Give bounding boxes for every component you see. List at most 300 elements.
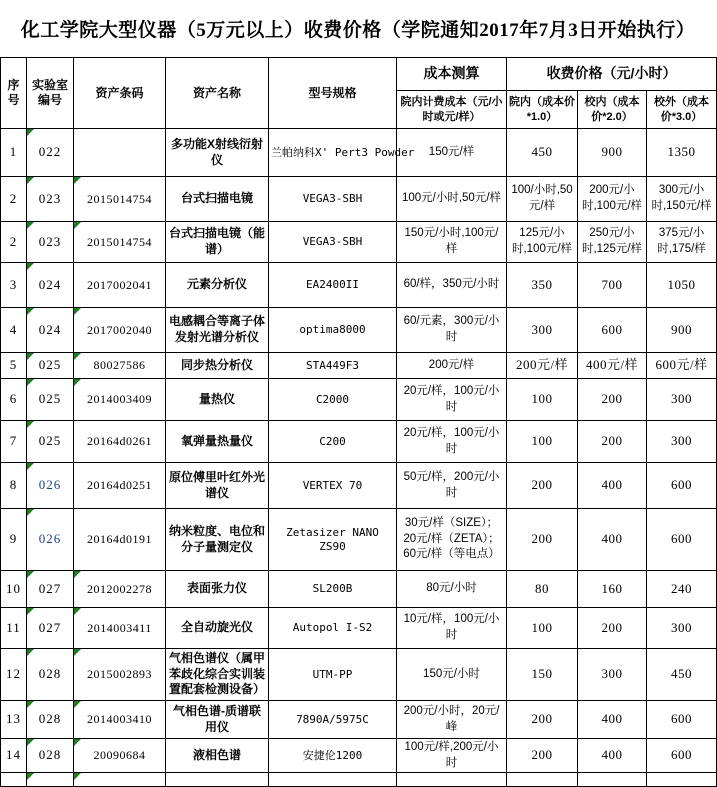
cell-text: 20164d0251 bbox=[87, 478, 152, 492]
cell-barcode[interactable] bbox=[74, 177, 166, 222]
cell-no[interactable] bbox=[1, 222, 27, 263]
cell-p2[interactable] bbox=[578, 421, 647, 463]
cell-text: 2 bbox=[9, 233, 18, 249]
cell-p2[interactable] bbox=[578, 177, 647, 222]
cell-lab[interactable] bbox=[27, 463, 74, 509]
cell-text: 100 bbox=[531, 619, 553, 635]
cell-no[interactable] bbox=[1, 608, 27, 649]
cell-p1[interactable] bbox=[507, 177, 578, 222]
cell-model[interactable] bbox=[269, 222, 397, 263]
cell-lab[interactable] bbox=[27, 263, 74, 308]
cell-text: 元素分析仪 bbox=[186, 277, 247, 292]
green-triangle-indicator bbox=[74, 608, 81, 615]
cell-text: 400 bbox=[601, 477, 623, 493]
cell-text: 3 bbox=[9, 276, 18, 292]
cell-text: 024 bbox=[38, 276, 62, 292]
cell-model[interactable] bbox=[269, 773, 397, 787]
cell-cost[interactable] bbox=[397, 608, 507, 649]
cell-barcode[interactable] bbox=[74, 773, 166, 787]
cell-text: 4 bbox=[9, 321, 18, 337]
cell-name[interactable] bbox=[166, 463, 269, 509]
cell-text: 023 bbox=[38, 233, 62, 249]
cell-p2[interactable] bbox=[578, 773, 647, 787]
cell-cost[interactable] bbox=[397, 308, 507, 353]
cell-text: 028 bbox=[38, 711, 62, 727]
page-title: 化工学院大型仪器（5万元以上）收费价格（学院通知2017年7月3日开始执行） bbox=[20, 20, 696, 41]
cell-text: 1050 bbox=[667, 276, 696, 292]
table-row bbox=[1, 509, 717, 571]
cell-p3[interactable] bbox=[647, 263, 717, 308]
green-triangle-indicator bbox=[27, 421, 34, 428]
cell-model[interactable] bbox=[269, 608, 397, 649]
cell-no[interactable] bbox=[1, 571, 27, 608]
cell-text: STA449F3 bbox=[306, 358, 359, 372]
cell-model[interactable] bbox=[269, 177, 397, 222]
cell-text: 2014003411 bbox=[87, 620, 152, 635]
cell-text: 600元/样 bbox=[655, 357, 708, 373]
cell-p1[interactable] bbox=[507, 308, 578, 353]
cell-no[interactable] bbox=[1, 421, 27, 463]
cell-text: 300 bbox=[671, 391, 693, 407]
cell-p3[interactable] bbox=[647, 129, 717, 177]
green-triangle-indicator bbox=[27, 263, 34, 270]
cell-no[interactable] bbox=[1, 773, 27, 787]
cell-name[interactable] bbox=[166, 353, 269, 379]
cell-text: 100 bbox=[531, 391, 553, 407]
cell-cost[interactable] bbox=[397, 421, 507, 463]
green-triangle-indicator bbox=[27, 608, 34, 615]
cell-text: 量热仪 bbox=[198, 391, 235, 406]
cell-text: 300 bbox=[601, 666, 623, 682]
header-price-off-campus[interactable]: 校外（成本价*3.0） bbox=[647, 91, 717, 129]
cell-text: 气相色谱仪（属甲苯歧化综合实训装置配套检测设备） bbox=[168, 651, 265, 697]
green-triangle-indicator bbox=[27, 129, 34, 136]
cell-text: 全自动旋光仪 bbox=[180, 620, 253, 635]
cell-text: 7890A/5975C bbox=[296, 712, 369, 726]
green-triangle-indicator bbox=[27, 649, 34, 656]
cell-p3[interactable] bbox=[647, 353, 717, 379]
cell-text: VEGA3-SBH bbox=[302, 235, 363, 249]
cell-model[interactable] bbox=[269, 353, 397, 379]
cell-p1[interactable] bbox=[507, 222, 578, 263]
cell-cost[interactable] bbox=[397, 739, 507, 773]
cell-model[interactable] bbox=[269, 739, 397, 773]
cell-p3[interactable] bbox=[647, 509, 717, 571]
cell-p3[interactable] bbox=[647, 571, 717, 608]
cell-p3[interactable] bbox=[647, 177, 717, 222]
cell-text: 80元/小时 bbox=[426, 582, 477, 595]
cell-barcode[interactable] bbox=[74, 649, 166, 701]
green-triangle-indicator bbox=[27, 571, 34, 578]
cell-p1[interactable] bbox=[507, 701, 578, 739]
cell-p3[interactable] bbox=[647, 739, 717, 773]
cell-lab[interactable] bbox=[27, 421, 74, 463]
cell-no[interactable] bbox=[1, 353, 27, 379]
cell-lab[interactable] bbox=[27, 308, 74, 353]
table-row bbox=[1, 177, 717, 222]
cell-text: C2000 bbox=[315, 392, 350, 406]
cell-text: 027 bbox=[38, 580, 62, 596]
cell-barcode[interactable] bbox=[74, 379, 166, 421]
cell-text: 12 bbox=[6, 666, 21, 682]
cell-no[interactable] bbox=[1, 177, 27, 222]
cell-p3[interactable] bbox=[647, 308, 717, 353]
cell-no[interactable] bbox=[1, 463, 27, 509]
cell-p1[interactable] bbox=[507, 739, 578, 773]
cell-name[interactable] bbox=[166, 773, 269, 787]
cell-text: 2 bbox=[9, 190, 18, 206]
cell-text: 200 bbox=[531, 711, 553, 727]
green-triangle-indicator bbox=[74, 308, 81, 315]
header-lab-id[interactable]: 实验室编号 bbox=[27, 58, 74, 129]
table-row bbox=[1, 263, 717, 308]
cell-p2[interactable] bbox=[578, 739, 647, 773]
cell-p1[interactable] bbox=[507, 509, 578, 571]
cell-barcode[interactable] bbox=[74, 463, 166, 509]
cell-p1[interactable] bbox=[507, 353, 578, 379]
cell-cost[interactable] bbox=[397, 177, 507, 222]
cell-cost[interactable] bbox=[397, 649, 507, 701]
cell-text: 安捷伦1200 bbox=[302, 748, 363, 762]
cell-cost[interactable] bbox=[397, 379, 507, 421]
cell-text: 台式扫描电镜（能谱） bbox=[168, 226, 265, 256]
cell-no[interactable] bbox=[1, 263, 27, 308]
green-triangle-indicator bbox=[27, 739, 34, 746]
cell-text: UTM-PP bbox=[312, 667, 353, 681]
header-charge-price[interactable]: 收费价格（元/小时） bbox=[507, 58, 717, 91]
cell-lab[interactable] bbox=[27, 353, 74, 379]
cell-name[interactable] bbox=[166, 129, 269, 177]
cell-name[interactable] bbox=[166, 571, 269, 608]
cell-lab[interactable] bbox=[27, 177, 74, 222]
cell-text: 14 bbox=[6, 747, 21, 763]
cell-p2[interactable] bbox=[578, 263, 647, 308]
cell-lab[interactable] bbox=[27, 571, 74, 608]
cell-text: 300 bbox=[531, 321, 553, 337]
cell-p1[interactable] bbox=[507, 129, 578, 177]
table-row bbox=[1, 308, 717, 353]
cell-barcode[interactable] bbox=[74, 571, 166, 608]
cell-text: 1 bbox=[9, 144, 18, 160]
cell-text: 2017002041 bbox=[87, 277, 152, 292]
cell-text: 200 bbox=[531, 531, 553, 547]
header-serial-number[interactable]: 序号 bbox=[1, 58, 27, 129]
green-triangle-indicator bbox=[74, 739, 81, 746]
table-row bbox=[1, 421, 717, 463]
cell-text: 200 bbox=[601, 433, 623, 449]
cell-lab[interactable] bbox=[27, 509, 74, 571]
cell-p1[interactable] bbox=[507, 379, 578, 421]
cell-text: 20元/样，100元/小时 bbox=[403, 426, 500, 455]
cell-p3[interactable] bbox=[647, 773, 717, 787]
cell-p2[interactable] bbox=[578, 463, 647, 509]
cell-text: 200元/样 bbox=[515, 357, 569, 373]
cell-name[interactable] bbox=[166, 739, 269, 773]
cell-p1[interactable] bbox=[507, 463, 578, 509]
green-triangle-indicator bbox=[74, 353, 81, 360]
cell-text: 13 bbox=[6, 711, 21, 727]
cell-text: 100元/小时,50元/样 bbox=[401, 192, 502, 205]
cell-p3[interactable] bbox=[647, 222, 717, 263]
header-model-spec[interactable]: 型号规格 bbox=[269, 58, 397, 129]
cell-cost[interactable] bbox=[397, 129, 507, 177]
cell-model[interactable] bbox=[269, 509, 397, 571]
cell-text: 多功能X射线衍射仪 bbox=[170, 136, 263, 167]
cell-text: 10元/样，100元/小时 bbox=[403, 613, 500, 641]
cell-cost[interactable] bbox=[397, 463, 507, 509]
green-triangle-indicator bbox=[74, 701, 81, 708]
cell-text: 2015014754 bbox=[87, 191, 152, 206]
cell-model[interactable] bbox=[269, 571, 397, 608]
cell-no[interactable] bbox=[1, 509, 27, 571]
cell-no[interactable] bbox=[1, 379, 27, 421]
cell-text: 028 bbox=[38, 666, 62, 682]
cell-p2[interactable] bbox=[578, 509, 647, 571]
header-asset-barcode[interactable]: 资产条码 bbox=[74, 58, 166, 129]
cell-text: VERTEX 70 bbox=[302, 478, 363, 492]
cell-barcode[interactable] bbox=[74, 353, 166, 379]
cell-text: Autopol I-S2 bbox=[292, 621, 373, 635]
table-row bbox=[1, 773, 717, 787]
cell-text: 700 bbox=[601, 276, 623, 292]
table-row bbox=[1, 222, 717, 263]
cell-barcode[interactable] bbox=[74, 129, 166, 177]
cell-text: 液相色谱 bbox=[192, 747, 241, 762]
cell-cost[interactable] bbox=[397, 571, 507, 608]
cell-barcode[interactable] bbox=[74, 263, 166, 308]
cell-text: 兰帕纳科X' Pert3 Powder bbox=[271, 145, 415, 159]
cell-p2[interactable] bbox=[578, 701, 647, 739]
cell-text: 150 bbox=[531, 666, 553, 682]
cell-p1[interactable] bbox=[507, 649, 578, 701]
cell-p3[interactable] bbox=[647, 649, 717, 701]
cell-text: 200元/小时,100元/样 bbox=[581, 184, 643, 212]
cell-lab[interactable] bbox=[27, 129, 74, 177]
green-triangle-indicator bbox=[27, 773, 34, 780]
green-triangle-indicator bbox=[27, 701, 34, 708]
cell-barcode[interactable] bbox=[74, 308, 166, 353]
cell-text: 200 bbox=[531, 747, 553, 763]
table-row bbox=[1, 353, 717, 379]
price-table bbox=[0, 57, 717, 787]
cell-p1[interactable] bbox=[507, 773, 578, 787]
cell-text: 025 bbox=[38, 357, 62, 373]
cell-cost[interactable] bbox=[397, 773, 507, 787]
cell-cost[interactable] bbox=[397, 701, 507, 739]
cell-model[interactable] bbox=[269, 129, 415, 177]
cell-lab[interactable] bbox=[27, 608, 74, 649]
cell-text: VEGA3-SBH bbox=[302, 192, 363, 206]
cell-text: 2015014754 bbox=[87, 234, 152, 249]
cell-text: 025 bbox=[38, 391, 62, 407]
cell-text: 600 bbox=[671, 477, 693, 493]
cell-no[interactable] bbox=[1, 308, 27, 353]
cell-text: 028 bbox=[38, 747, 62, 763]
cell-p2[interactable] bbox=[578, 308, 647, 353]
cell-text: 900 bbox=[671, 321, 693, 337]
cell-lab[interactable] bbox=[27, 701, 74, 739]
cell-lab[interactable] bbox=[27, 649, 74, 701]
cell-model[interactable] bbox=[269, 263, 397, 308]
cell-lab[interactable] bbox=[27, 739, 74, 773]
cell-text: 100 bbox=[531, 433, 553, 449]
cell-p2[interactable] bbox=[578, 353, 647, 379]
cell-cost[interactable] bbox=[397, 509, 507, 571]
cell-text: 60/元素，300元/小时 bbox=[403, 315, 500, 343]
cell-text: 台式扫描电镜 bbox=[180, 191, 253, 206]
cell-text: 025 bbox=[38, 433, 62, 449]
green-triangle-indicator bbox=[27, 509, 34, 516]
cell-text: 250元/小时,125元/样 bbox=[581, 227, 643, 255]
cell-barcode[interactable] bbox=[74, 608, 166, 649]
cell-p1[interactable] bbox=[507, 608, 578, 649]
cell-cost[interactable] bbox=[397, 222, 507, 263]
cell-lab[interactable] bbox=[27, 222, 74, 263]
cell-text: EA2400II bbox=[306, 278, 359, 292]
cell-text: 80027586 bbox=[93, 358, 146, 372]
cell-text: 125元/小时,100元/样 bbox=[511, 227, 573, 255]
cell-text: SL200B bbox=[312, 582, 353, 596]
header-asset-name[interactable]: 资产名称 bbox=[166, 58, 269, 129]
cell-cost[interactable] bbox=[397, 263, 507, 308]
cell-text: 100元/样,200元/小时 bbox=[404, 741, 499, 769]
cell-name[interactable] bbox=[166, 649, 269, 701]
green-triangle-indicator bbox=[27, 222, 34, 229]
table-body bbox=[1, 129, 717, 787]
cell-name[interactable] bbox=[166, 379, 269, 421]
cell-model[interactable] bbox=[269, 463, 397, 509]
cell-text: 200 bbox=[531, 477, 553, 493]
cell-no[interactable] bbox=[1, 701, 27, 739]
cell-no[interactable] bbox=[1, 649, 27, 701]
cell-name[interactable] bbox=[166, 308, 269, 353]
green-triangle-indicator bbox=[27, 308, 34, 315]
cell-text: optima8000 bbox=[299, 323, 366, 337]
green-triangle-indicator bbox=[74, 177, 81, 184]
table-row bbox=[1, 463, 717, 509]
cell-p3[interactable] bbox=[647, 701, 717, 739]
cell-model[interactable] bbox=[269, 649, 397, 701]
header-price-in-campus[interactable]: 校内（成本价*2.0） bbox=[578, 91, 647, 129]
cell-name[interactable] bbox=[166, 421, 269, 463]
cell-name[interactable] bbox=[166, 701, 269, 739]
cell-text: 同步热分析仪 bbox=[180, 357, 253, 372]
cell-no[interactable] bbox=[1, 129, 27, 177]
cell-text: 600 bbox=[671, 747, 693, 763]
cell-p2[interactable] bbox=[578, 608, 647, 649]
cell-lab[interactable] bbox=[27, 379, 74, 421]
cell-text: 100/小时,50元/样 bbox=[511, 184, 573, 212]
green-triangle-indicator bbox=[74, 379, 81, 386]
cell-text: 400 bbox=[601, 711, 623, 727]
cell-model[interactable] bbox=[269, 421, 397, 463]
header-internal-cost[interactable]: 院内计费成本（元/小时或元/样） bbox=[397, 91, 507, 129]
cell-text: 450 bbox=[531, 144, 553, 160]
cell-text: 5 bbox=[9, 357, 18, 373]
cell-text: 200 bbox=[601, 619, 623, 635]
cell-text: 20164d0261 bbox=[87, 434, 152, 448]
cell-text: 200元/小时，20元/峰 bbox=[403, 704, 500, 733]
cell-name[interactable] bbox=[166, 608, 269, 649]
cell-p2[interactable] bbox=[578, 129, 647, 177]
header-cost-calculation[interactable]: 成本测算 bbox=[397, 58, 507, 91]
cell-p1[interactable] bbox=[507, 263, 578, 308]
cell-p3[interactable] bbox=[647, 608, 717, 649]
cell-lab[interactable] bbox=[27, 773, 74, 787]
cell-text: 400 bbox=[601, 531, 623, 547]
cell-name[interactable] bbox=[166, 222, 269, 263]
table-row bbox=[1, 608, 717, 649]
cell-barcode[interactable] bbox=[74, 739, 166, 773]
cell-p3[interactable] bbox=[647, 379, 717, 421]
cell-text: 纳米粒度、电位和分子量测定仪 bbox=[168, 523, 265, 554]
cell-text: 2014003410 bbox=[87, 712, 152, 726]
cell-text: 300元/小时,150元/样 bbox=[651, 184, 712, 212]
cell-text: Zetasizer NANO ZS90 bbox=[286, 525, 379, 553]
cell-text: 023 bbox=[38, 190, 62, 206]
cell-model[interactable] bbox=[269, 379, 397, 421]
cell-text: 900 bbox=[601, 144, 623, 160]
cell-text: 氧弹量热量仪 bbox=[180, 433, 253, 448]
cell-barcode[interactable] bbox=[74, 701, 166, 739]
cell-text: 2015002893 bbox=[87, 667, 152, 681]
cell-p3[interactable] bbox=[647, 421, 717, 463]
cell-name[interactable] bbox=[166, 263, 269, 308]
cell-text: 450 bbox=[671, 666, 693, 682]
table-row bbox=[1, 739, 717, 773]
cell-p2[interactable] bbox=[578, 379, 647, 421]
header-price-in-college[interactable]: 院内（成本价*1.0） bbox=[507, 91, 578, 129]
cell-p2[interactable] bbox=[578, 222, 647, 263]
cell-text: 原位傅里叶红外光谱仪 bbox=[168, 469, 265, 500]
cell-text: 400元/样 bbox=[585, 357, 639, 373]
cell-name[interactable] bbox=[166, 509, 269, 571]
cell-text: 350 bbox=[531, 276, 553, 292]
cell-p3[interactable] bbox=[647, 463, 717, 509]
cell-text: 2014003409 bbox=[87, 392, 152, 406]
cell-text: 022 bbox=[38, 144, 62, 160]
cell-cost[interactable] bbox=[397, 353, 507, 379]
green-triangle-indicator bbox=[27, 463, 34, 470]
green-triangle-indicator bbox=[27, 353, 34, 360]
cell-barcode[interactable] bbox=[74, 421, 166, 463]
cell-text: 2012002278 bbox=[87, 581, 152, 596]
cell-p1[interactable] bbox=[507, 571, 578, 608]
cell-no[interactable] bbox=[1, 739, 27, 773]
cell-text: 026 bbox=[38, 531, 62, 547]
cell-p2[interactable] bbox=[578, 649, 647, 701]
cell-barcode[interactable] bbox=[74, 222, 166, 263]
cell-model[interactable] bbox=[269, 308, 397, 353]
cell-text: 20元/样，100元/小时 bbox=[403, 384, 500, 413]
cell-model[interactable] bbox=[269, 701, 397, 739]
cell-text: 60/样，350元/小时 bbox=[403, 278, 500, 291]
cell-p1[interactable] bbox=[507, 421, 578, 463]
cell-text: 300 bbox=[671, 433, 693, 449]
cell-p2[interactable] bbox=[578, 571, 647, 608]
cell-barcode[interactable] bbox=[74, 509, 166, 571]
cell-name[interactable] bbox=[166, 177, 269, 222]
cell-text: C200 bbox=[319, 434, 346, 448]
cell-text: 8 bbox=[9, 477, 18, 493]
green-triangle-indicator bbox=[27, 177, 34, 184]
cell-text: 9 bbox=[9, 531, 18, 547]
table-row bbox=[1, 379, 717, 421]
table-row bbox=[1, 701, 717, 739]
cell-text: 2017002040 bbox=[87, 322, 152, 337]
green-triangle-indicator bbox=[74, 649, 81, 656]
cell-text: 160 bbox=[601, 580, 623, 596]
